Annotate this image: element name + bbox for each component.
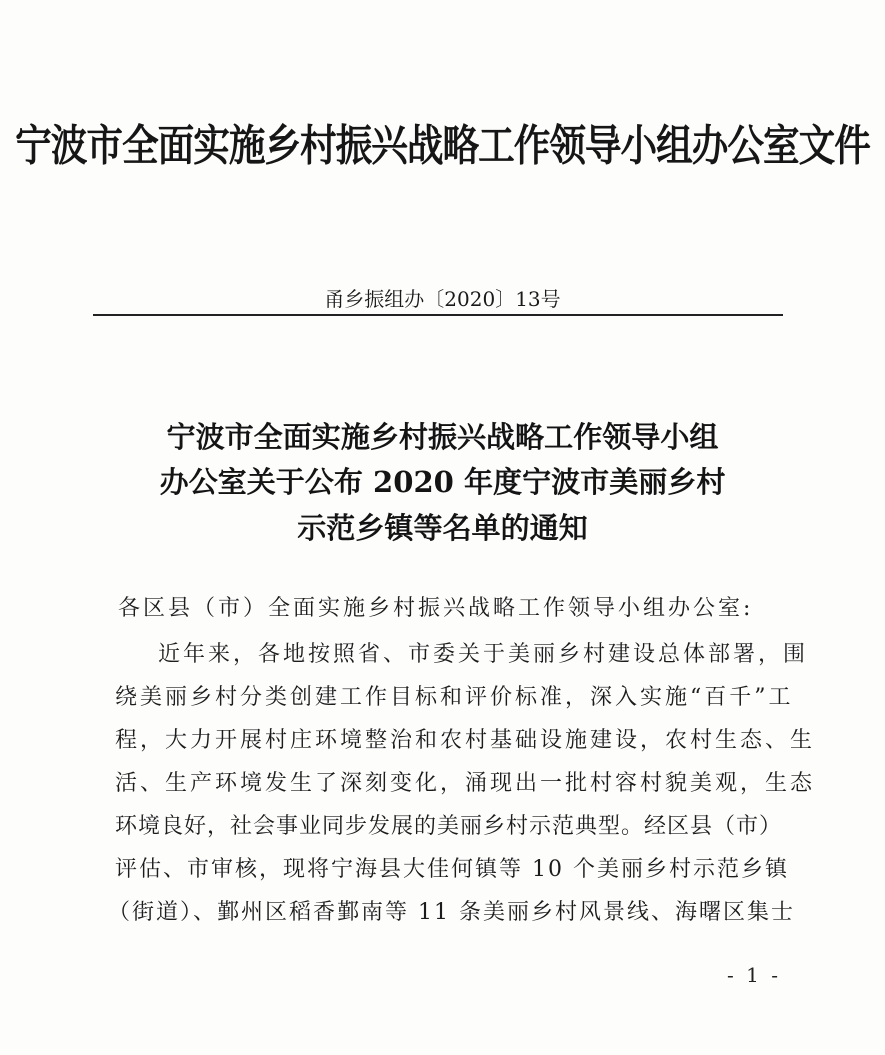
body-line-4: 活、生产环境发生了深刻变化，涌现出一批村容村貌美观，生态 <box>115 771 816 796</box>
notice-title-line-3: 示范乡镇等名单的通知 <box>297 511 588 545</box>
document-number: 甬乡振组办〔2020〕13号 <box>324 287 561 311</box>
page-number: - 1 - <box>727 963 781 987</box>
issuing-office-header: 宁波市全面实施乡村振兴战略工作领导小组办公室文件 <box>15 120 870 171</box>
notice-title-line-2: 办公室关于公布 2020 年度宁波市美丽乡村 <box>159 465 726 499</box>
salutation: 各区县（市）全面实施乡村振兴战略工作领导小组办公室: <box>118 596 754 621</box>
notice-title-line-1: 宁波市全面实施乡村振兴战略工作领导小组 <box>166 420 719 454</box>
body-line-1: 近年来，各地按照省、市委关于美丽乡村建设总体部署，围 <box>158 642 809 667</box>
body-line-2: 绕美丽乡村分类创建工作目标和评价标准，深入实施“百千”工 <box>115 685 794 710</box>
body-line-7: （街道）、鄞州区稻香鄞南等 11 条美丽乡村风景线、海曙区集士 <box>108 900 795 925</box>
header-divider <box>93 314 783 316</box>
body-line-3: 程，大力开展村庄环境整治和农村基础设施建设，农村生态、生 <box>115 728 816 753</box>
body-line-5: 环境良好，社会事业同步发展的美丽乡村示范典型。经区县（市） <box>115 814 783 839</box>
body-line-6: 评估、市审核，现将宁海县大佳何镇等 10 个美丽乡村示范乡镇 <box>115 857 789 882</box>
